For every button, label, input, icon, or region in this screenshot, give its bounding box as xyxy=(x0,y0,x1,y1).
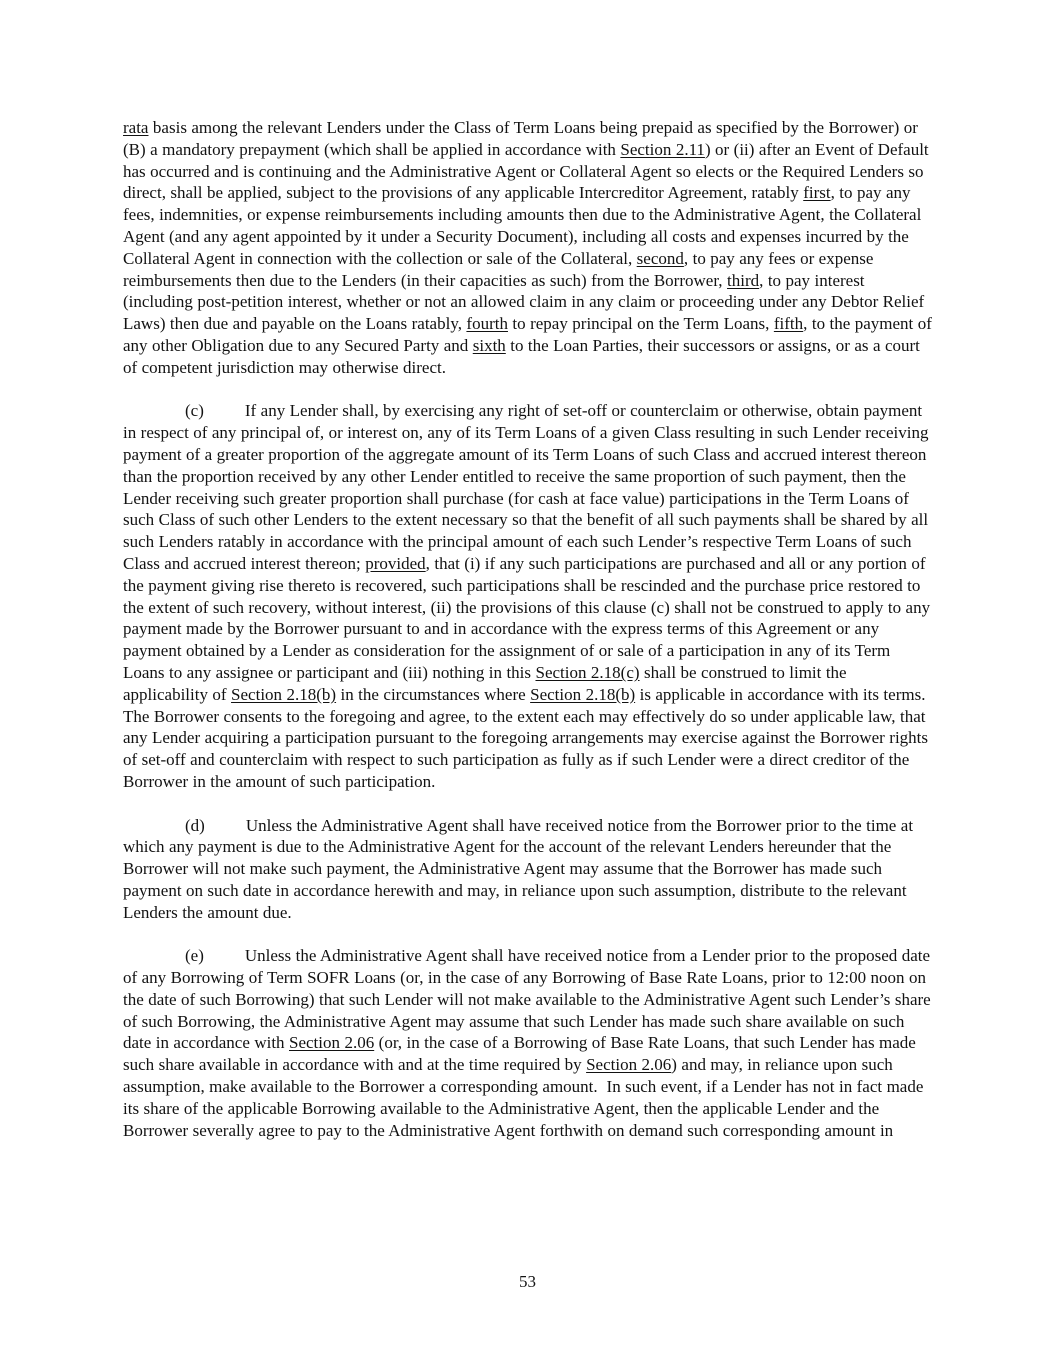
text-run: , to the payment of any other Obligation due to any Secured Party and xyxy=(123,314,932,355)
text-run: Unless the Administrative Agent shall have received notice from a Lender prior to the proposed date of any Borrowing of Term SOFR Loans (or, in the case of any Borrowing of Base Rate Loans, prior to 12:00 noon on the date of such Borrowing) that such Lender will not make available to the Administrative Agent such Lender’s share of such Borrowing, the Administrative Agent may assume that such Lender has made such share available on such date in accordance with xyxy=(123,946,931,1053)
paragraph-d xyxy=(123,815,932,924)
underlined-term: fifth xyxy=(773,314,804,334)
text-run: ) and may, in reliance upon such assumption, make available to the Borrower a corresponding amount. In such event, if a Lender has not in fact made its share of the applicable Borrowing available to the Administrative Agent, then the applicable Lender and the Borrower severally agree to pay to the Administrative Agent forthwith on demand such corresponding amount in xyxy=(123,1055,924,1140)
text-run: , to pay any fees, indemnities, or expense reimbursements including amounts then due to the Administrative Agent, the Collateral Agent (and any agent appointed by it under a Security Document), including all costs and expenses incurred by the Collateral Agent in connection with the collection or sale of the Collateral, xyxy=(123,183,922,268)
text-run: shall be construed to limit the applicability of xyxy=(123,662,847,704)
underlined-term: Section 2.18(c) xyxy=(535,662,640,682)
text-run: If any Lender shall, by exercising any right of set-off or counterclaim or otherwise, obtain payment in respect of any principal of, or interest on, any of its Term Loans of a given Class resulting in such Lender receiving payment of a greater proportion of the aggregate amount of its Term Loans of such Class and accrued interest thereon than the proportion received by any other Lender entitled to receive the same proportion of such payment, then the Lender receiving such greater proportion shall purchase (for cash at face value) participations in the Term Loans of such Class of such other Lenders to the extent necessary so that the benefit of all such payments shall be shared by all such Lenders ratably in accordance with the principal amount of each such Lender’s respective Term Loans of such Class and accrued interest thereon; xyxy=(123,401,929,573)
underlined-term: sixth xyxy=(472,335,506,355)
paragraph-b-continuation xyxy=(123,117,932,379)
text-run: Unless the Administrative Agent shall have received notice from the Borrower prior to the time at which any payment is due to the Administrative Agent for the account of the relevant Lenders hereunder that the Borrower will not make such payment, the Administrative Agent may assume that the Borrower has made such payment on such date in accordance herewith and may, in reliance upon such assumption, distribute to the relevant Lenders the amount due. xyxy=(123,815,914,922)
text-run: (e) xyxy=(185,946,204,966)
document-body xyxy=(123,117,932,1141)
text-run: (d) xyxy=(185,815,205,835)
underlined-term: Section 2.18(b) xyxy=(530,684,636,704)
underlined-term: second xyxy=(636,248,684,268)
text-run: (or, in the case of a Borrowing of Base Rate Loans, that such Lender has made such share available in accordance with and at the time required by xyxy=(123,1033,916,1075)
text-run: ) or (ii) after an Event of Default has occurred and is continuing and the Administrative Agent or Collateral Agent so elects or the Required Lenders so direct, shall be applied, subject to the provisions of any applicable Intercreditor Agreement, ratably xyxy=(123,139,929,203)
text-run: is applicable in accordance with its terms. The Borrower consents to the foregoing and agree, to the extent each may effectively do so under applicable law, that any Lender acquiring a participation pursuant to the foregoing arrangements may exercise against the Borrower rights of set-off and counterclaim with respect to such participation as fully as if such Lender were a direct creditor of the Borrower in the amount of such participation. xyxy=(123,684,930,791)
underlined-term: Section 2.18(b) xyxy=(231,684,337,704)
text-run: to the Loan Parties, their successors or assigns, or as a court of competent jurisdiction may otherwise direct. xyxy=(123,335,920,377)
text-run: , that (i) if any such participations are purchased and all or any portion of the payment giving rise thereto is recovered, such participations shall be rescinded and the purchase price restored to the extent of such recovery, without interest, (ii) the provisions of this clause (c) shall not be construed to apply to any payment made by the Borrower pursuant to and in accordance with the express terms of this Agreement or any payment obtained by a Lender as consideration for the assignment of or sale of a participation in any of its Term Loans to any assignee or participant and (iii) nothing in this xyxy=(123,553,931,682)
underlined-term: provided xyxy=(365,553,426,573)
underlined-term: Section 2.06 xyxy=(289,1033,375,1053)
text-run: , to pay any fees or expense reimbursements then due to the Lenders (in their capacities as such) from the Borrower, xyxy=(123,248,874,290)
paragraph-e xyxy=(123,945,932,1141)
text-run: to repay principal on the Term Loans, xyxy=(507,314,774,334)
text-run: basis among the relevant Lenders under the Class of Term Loans being prepaid as specified by the Borrower) or (B) a mandatory prepayment (which shall be applied in accordance with xyxy=(123,118,918,159)
underlined-term: fourth xyxy=(466,314,508,334)
page-number: 53 xyxy=(519,1272,536,1292)
paragraph-c xyxy=(123,400,932,792)
text-run: (c) xyxy=(185,401,204,421)
text-run: in the circumstances where xyxy=(336,684,531,704)
underlined-term: first xyxy=(803,183,831,203)
underlined-term: third xyxy=(727,270,760,290)
text-run: , to pay interest (including post-petition interest, whether or not an allowed claim in any claim or proceeding under any Debtor Relief Laws) then due and payable on the Loans ratably, xyxy=(123,270,925,334)
underlined-term: Section 2.11 xyxy=(620,139,705,159)
underlined-term: Section 2.06 xyxy=(586,1055,672,1075)
underlined-term: rata xyxy=(123,118,149,137)
